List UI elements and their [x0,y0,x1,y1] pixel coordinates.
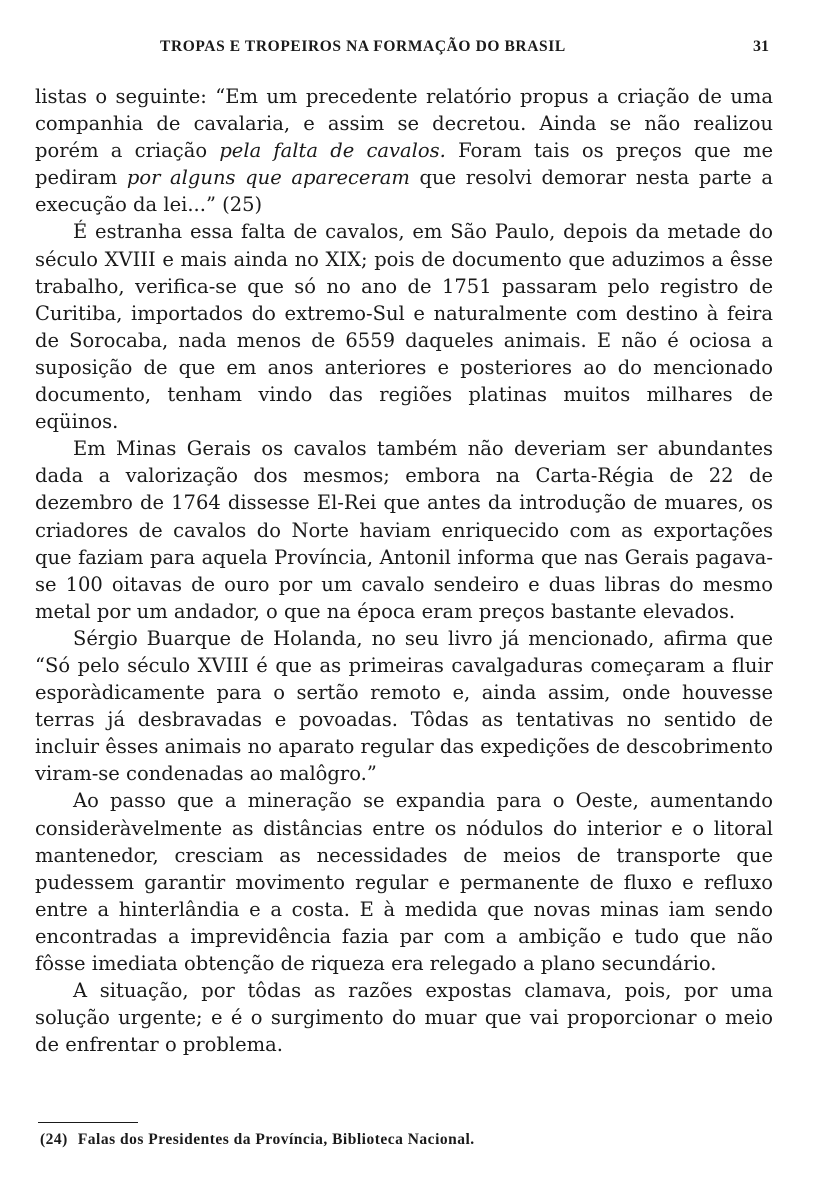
footnote-marker: (24) [40,1131,68,1148]
text-segment: Em Minas Gerais os cavalos também não deveriam ser abundantes dada a valorização dos mesmos; embora na Carta-Régia de 22 de dezembro de 1764 dissesse El-Rei que antes da introdução de muares, os criadores de cavalos do Norte haviam enriquecido com as exportações que faziam para aquela Província, Antonil informa que nas Gerais pagava-se 100 oitavas de ouro por um cavalo sendeiro e duas libras do mesmo metal por um andador, o que na época eram preços bastante elevados. [35,437,773,623]
text-segment: É estranha essa falta de cavalos, em São Paulo, depois da metade do século XVIII e mais ainda no XIX; pois de documento que aduzimos a êsse trabalho, verifica-se que só no ano de 1751 passaram pelo registro de Curitiba, importados do extremo-Sul e naturalmente com destino à feira de Sorocaba, nada menos de 6559 daqueles animais. E não é ociosa a suposição de que em anos anteriores e posteriores ao do mencionado documento, tenham vindo das regiões platinas muitos milhares de eqüinos. [35,220,773,434]
paragraph-4 [35,625,773,788]
body-text [35,83,773,1058]
footnote-rule [38,1122,138,1123]
text-segment: Ao passo que a mineração se expandia para o Oeste, aumentando consideràvelmente as distâncias entre os nódulos do interior e o litoral mantenedor, cresciam as necessidades de meios de transporte que pudessem garantir movimento regular e permanente de fluxo e refluxo entre a hinterlândia e a costa. E à medida que novas minas iam sendo encontradas a imprevidência fazia par com a ambição e tudo que não fôsse imediata obtenção de riqueza era relegado a plano secundário. [35,789,773,975]
paragraph-5 [35,787,773,977]
paragraph-6 [35,977,773,1058]
text-segment: Foram tais os preços que me pediram [35,139,773,190]
paragraph-1 [35,83,773,218]
footnote-text: Falas dos Presidentes da Província, Biblioteca Nacional. [77,1131,475,1148]
running-title: TROPAS E TROPEIROS NA FORMAÇÃO DO BRASIL [160,38,566,55]
text-segment: listas o seguinte: “Em um precedente relatório propus a criação de uma companhia de cavalaria, e assim se decretou. Ainda se não realizou porém a criação [35,85,773,163]
page-number: 31 [753,38,769,55]
paragraph-3 [35,435,773,625]
running-head [0,38,819,62]
text-segment: Sérgio Buarque de Holanda, no seu livro já mencionado, afirma que “Só pelo século XVIII é que as primeiras cavalgaduras começaram a fluir esporàdicamente para o sertão remoto e, ainda assim, onde houvesse terras já desbravadas e povoadas. Tôdas as tentativas no sentido de incluir êsses animais no aparato regular das expedições de descobrimento viram-se condenadas ao malôgro.” [35,626,773,786]
paragraph-2 [35,218,773,435]
italic-segment: por alguns que apareceram [126,166,410,190]
text-segment: que resolvi demorar nesta parte a execução da lei...” (25) [35,166,773,217]
italic-segment: pela falta de cavalos. [219,139,446,163]
footnote [40,1129,780,1151]
text-segment: A situação, por tôdas as razões expostas clamava, pois, por uma solução urgente; e é o surgimento do muar que vai proporcionar o meio de enfrentar o problema. [35,979,773,1057]
